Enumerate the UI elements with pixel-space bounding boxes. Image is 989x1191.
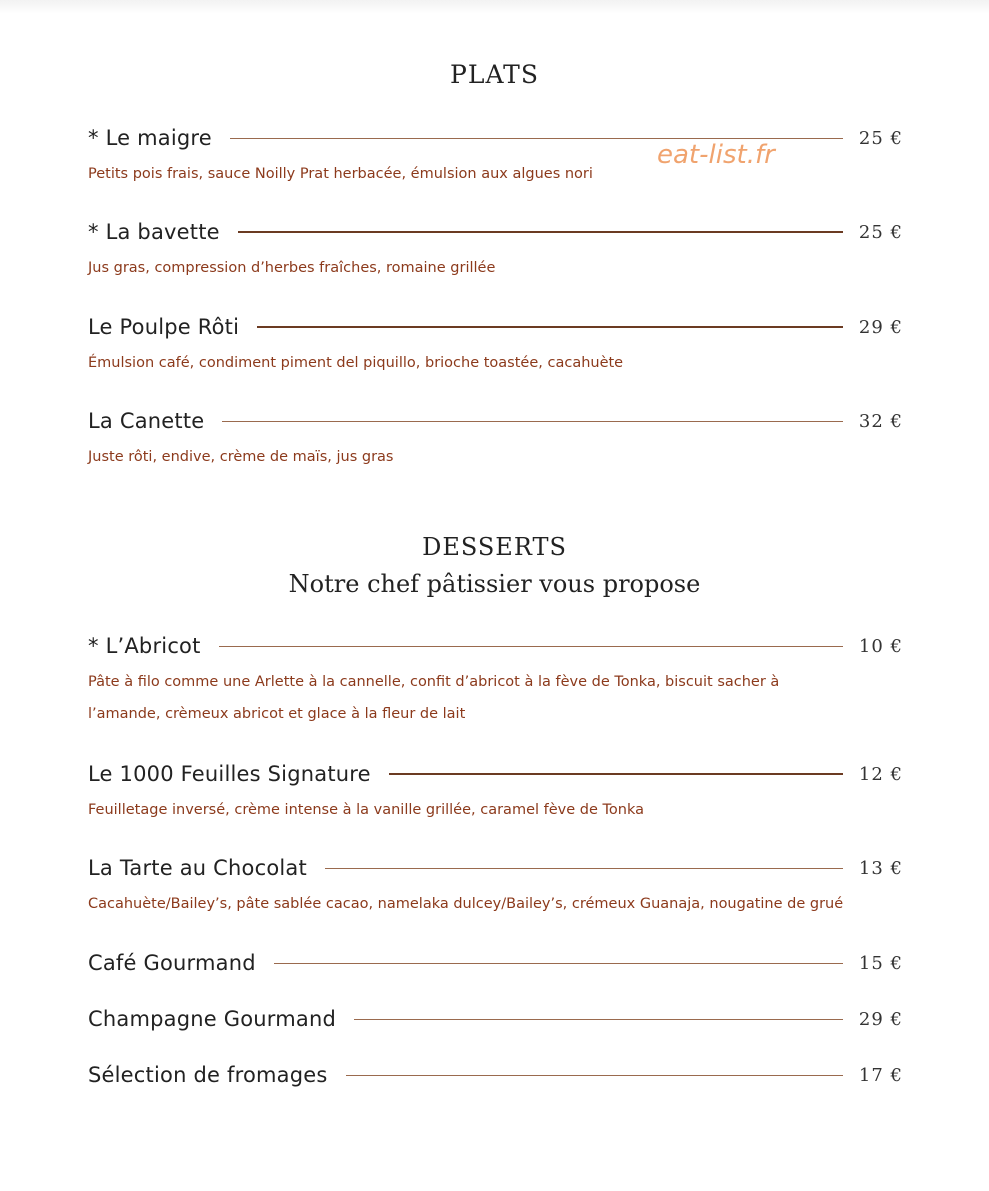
item-name: Le Poulpe Rôti: [88, 315, 240, 339]
plats-title: PLATS: [450, 60, 539, 89]
menu-item-la-canette: [88, 405, 903, 473]
leader-line: [238, 231, 843, 233]
item-price: 32 €: [858, 410, 903, 432]
leader-line: [354, 1019, 843, 1020]
item-description: Feuilletage inversé, crème intense à la vanille grillée, caramel fève de Tonka: [88, 802, 644, 818]
item-name: * La bavette: [88, 220, 220, 244]
menu-item-le-poulpe-roti: [88, 311, 903, 379]
watermark: eat-list.fr: [657, 140, 775, 170]
item-description: Émulsion café, condiment piment del piquillo, brioche toastée, cacahuète: [88, 355, 624, 371]
menu-item-le-maigre: [88, 122, 903, 190]
item-name: Le 1000 Feuilles Signature: [88, 762, 371, 786]
leader-line: [389, 773, 843, 775]
item-price: 12 €: [858, 763, 903, 785]
item-description: Pâte à filo comme une Arlette à la cannelle, confit d’abricot à la fève de Tonka, biscuit sacher à l’amande, crèmeux abricot et glace à la fleur de lait: [88, 674, 780, 722]
menu-item-cafe-gourmand: [88, 947, 903, 979]
leader-line: [219, 646, 843, 647]
leader-line: [346, 1075, 843, 1076]
menu-item-l-abricot: [88, 630, 903, 730]
item-price: 15 €: [858, 952, 903, 974]
item-price: 29 €: [858, 316, 903, 338]
item-price: 29 €: [858, 1008, 903, 1030]
item-name: La Tarte au Chocolat: [88, 856, 307, 880]
leader-line: [325, 868, 843, 869]
item-description: Juste rôti, endive, crème de maïs, jus gras: [88, 449, 394, 465]
item-price: 25 €: [858, 127, 903, 149]
leader-line: [222, 421, 843, 422]
item-price: 10 €: [858, 635, 903, 657]
item-name: * L’Abricot: [88, 634, 201, 658]
item-description: Petits pois frais, sauce Noilly Prat herbacée, émulsion aux algues nori: [88, 166, 593, 182]
item-name: Champagne Gourmand: [88, 1007, 336, 1031]
item-name: Sélection de fromages: [88, 1063, 328, 1087]
desserts-title: DESSERTS: [422, 533, 567, 561]
top-shadow: [0, 0, 989, 14]
item-price: 17 €: [858, 1064, 903, 1086]
menu-item-1000-feuilles: [88, 758, 903, 826]
menu-item-selection-de-fromages: [88, 1059, 903, 1091]
item-name: * Le maigre: [88, 126, 212, 150]
menu-item-la-bavette: [88, 216, 903, 284]
leader-line: [257, 326, 843, 328]
item-name: La Canette: [88, 409, 205, 433]
desserts-subtitle: Notre chef pâtissier vous propose: [288, 570, 701, 598]
item-description: Jus gras, compression d’herbes fraîches, romaine grillée: [88, 260, 496, 276]
leader-line: [230, 138, 843, 139]
leader-line: [274, 963, 843, 964]
menu-item-tarte-au-chocolat: [88, 852, 903, 920]
menu-item-champagne-gourmand: [88, 1003, 903, 1035]
item-price: 25 €: [858, 221, 903, 243]
item-name: Café Gourmand: [88, 951, 256, 975]
item-description: Cacahuète/Bailey’s, pâte sablée cacao, namelaka dulcey/Bailey’s, crémeux Guanaja, nougatine de grué: [88, 896, 844, 912]
item-price: 13 €: [858, 857, 903, 879]
